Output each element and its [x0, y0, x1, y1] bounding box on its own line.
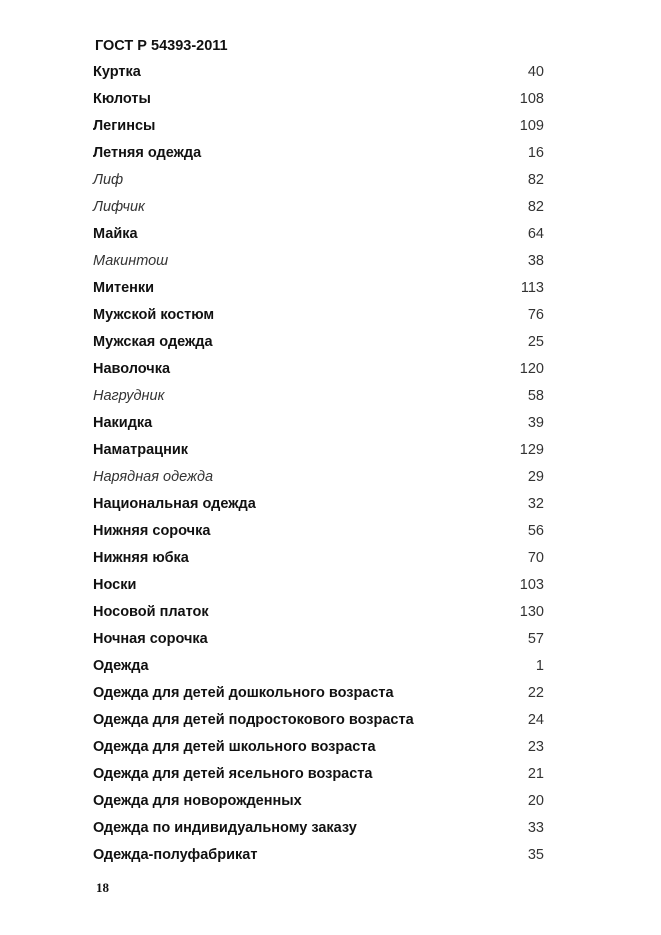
index-page-ref: 64	[527, 225, 544, 242]
index-page-ref: 38	[527, 252, 544, 269]
index-entry	[93, 598, 544, 625]
index-term: Майка	[93, 225, 138, 242]
index-entry	[93, 382, 544, 409]
index-page-ref: 39	[527, 414, 544, 431]
index-page-ref: 33	[527, 819, 544, 836]
index-entry	[93, 193, 544, 220]
index-page-ref: 22	[527, 684, 544, 701]
page-number: 18	[96, 880, 109, 895]
index-term: Одежда для детей подростокового возраста	[93, 711, 414, 728]
index-page-ref: 35	[527, 846, 544, 863]
index-page-ref: 82	[527, 198, 544, 215]
index-term: Митенки	[93, 279, 155, 296]
index-page-ref: 76	[527, 306, 544, 323]
document-header: ГОСТ Р 54393-2011	[95, 38, 228, 54]
index-page-ref: 120	[519, 360, 544, 377]
index-entry	[93, 247, 544, 274]
index-entry	[93, 166, 544, 193]
index-entry	[93, 58, 544, 85]
index-term: Нижняя сорочка	[93, 522, 211, 539]
index-entry	[93, 220, 544, 247]
index-entry	[93, 706, 544, 733]
index-page-ref: 108	[519, 90, 544, 107]
index-term: Носовой платок	[93, 603, 209, 620]
index-page-ref: 21	[527, 765, 544, 782]
index-entry	[93, 436, 544, 463]
index-term: Легинсы	[93, 117, 156, 134]
index-page-ref: 40	[527, 63, 544, 80]
index-term: Накидка	[93, 414, 153, 431]
index-entry	[93, 463, 544, 490]
index-term: Национальная одежда	[93, 495, 256, 512]
index-page-ref: 57	[527, 630, 544, 647]
index-page-ref: 58	[527, 387, 544, 404]
index-term: Наволочка	[93, 360, 171, 377]
index-term: Носки	[93, 576, 137, 593]
index-term: Одежда по индивидуальному заказу	[93, 819, 357, 836]
index-page-ref: 23	[527, 738, 544, 755]
index-term: Ночная сорочка	[93, 630, 208, 647]
index-page-ref: 82	[527, 171, 544, 188]
index-entry	[93, 328, 544, 355]
index-entry	[93, 841, 544, 868]
index-entry	[93, 760, 544, 787]
index-page-ref: 1	[535, 657, 544, 674]
index-page-ref: 32	[527, 495, 544, 512]
index-page-ref: 16	[527, 144, 544, 161]
index-entry	[93, 652, 544, 679]
index-entry	[93, 517, 544, 544]
index-entry	[93, 544, 544, 571]
index-page-ref: 56	[527, 522, 544, 539]
index-term: Кюлоты	[93, 90, 151, 107]
index-entry	[93, 112, 544, 139]
index-page-ref: 25	[527, 333, 544, 350]
index-page-ref: 113	[520, 279, 544, 296]
index-entry	[93, 490, 544, 517]
index-term: Мужская одежда	[93, 333, 213, 350]
index-entry	[93, 733, 544, 760]
index-entry	[93, 787, 544, 814]
index-term: Лиф	[93, 171, 124, 188]
index-entry	[93, 571, 544, 598]
index-entry	[93, 139, 544, 166]
index-term: Нагрудник	[93, 387, 165, 404]
index-entry	[93, 274, 544, 301]
index-term: Одежда для детей школьного возраста	[93, 738, 376, 755]
index-term: Макинтош	[93, 252, 169, 269]
index-term: Одежда	[93, 657, 149, 674]
index-entry	[93, 679, 544, 706]
index-entry	[93, 814, 544, 841]
index-entry	[93, 625, 544, 652]
index-entry	[93, 301, 544, 328]
index-page-ref: 24	[527, 711, 544, 728]
index-term: Одежда для новорожденных	[93, 792, 302, 809]
alphabetical-index	[93, 58, 544, 868]
index-term: Одежда для детей дошкольного возраста	[93, 684, 394, 701]
index-term: Мужской костюм	[93, 306, 215, 323]
index-term: Наматрацник	[93, 441, 189, 458]
index-term: Куртка	[93, 63, 141, 80]
index-entry	[93, 409, 544, 436]
index-term: Нижняя юбка	[93, 549, 189, 566]
index-term: Лифчик	[93, 198, 145, 215]
index-term: Одежда-полуфабрикат	[93, 846, 258, 863]
index-entry	[93, 355, 544, 382]
index-page-ref: 29	[527, 468, 544, 485]
index-term: Летняя одежда	[93, 144, 202, 161]
index-page-ref: 20	[527, 792, 544, 809]
index-entry	[93, 85, 544, 112]
index-term: Одежда для детей ясельного возраста	[93, 765, 373, 782]
index-page-ref: 130	[519, 603, 544, 620]
index-page-ref: 109	[519, 117, 544, 134]
index-page-ref: 129	[519, 441, 544, 458]
index-page-ref: 103	[519, 576, 544, 593]
index-term: Нарядная одежда	[93, 468, 214, 485]
index-page-ref: 70	[527, 549, 544, 566]
